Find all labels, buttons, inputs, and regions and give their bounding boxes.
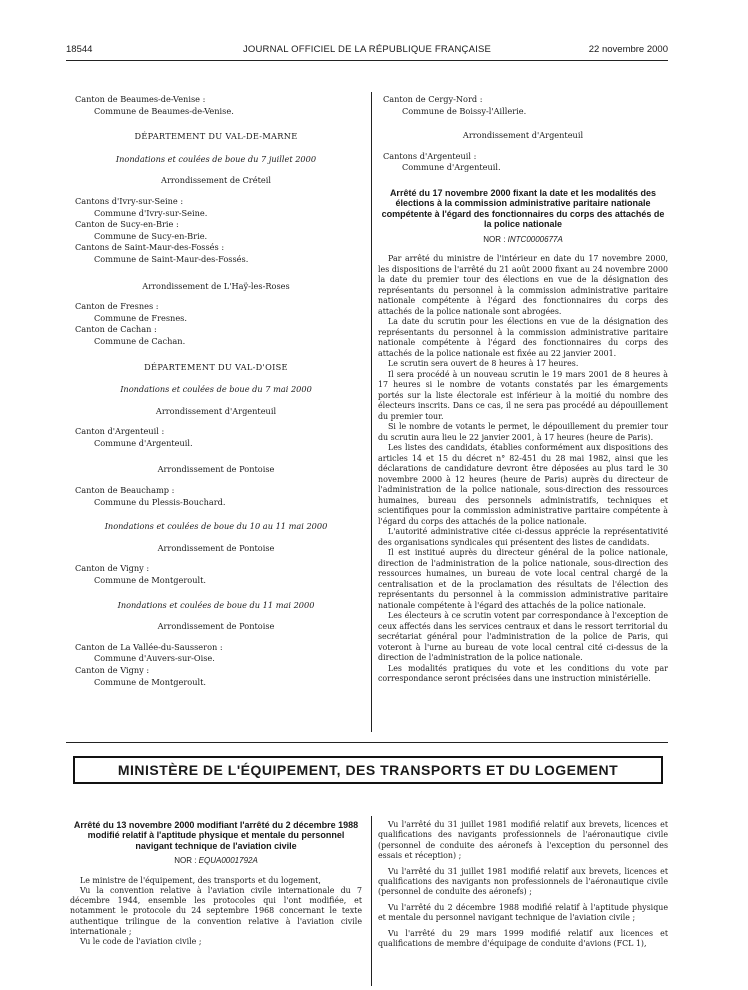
paragraph: Il est institué auprès du directeur général de la police nationale, direction de l'administration de la police nationale, sous-direction des ressources humaines, un bureau de vote local central chargé de la centralisation et de la proclamation des résultats de l'élection des représentants du personnel à la commission administrative paritaire nationale compétente à l'égard des attachés de la police nationale. [378,548,668,610]
canton-line: Cantons d'Ivry-sur-Seine : [75,195,184,206]
commune-line: Commune de Fresnes. [94,312,187,323]
arrete-title: Arrêté du 17 novembre 2000 fixant la date et les modalités des élections à la commission administrative paritaire nationale compétente à l'égard des fonctionnaires du corps des attachés de la police nationale [381,187,665,230]
commune-line: Commune de Montgeroult. [94,575,206,586]
commune-line: Commune d'Auvers-sur-Oise. [94,653,215,664]
canton-line: Canton de La Vallée-du-Sausseron : [75,641,223,652]
arrondissement-heading: Arrondissement d'Argenteuil [462,130,584,141]
arrete-body [70,876,362,947]
arrete-body [378,254,668,685]
column-divider-bottom [371,816,372,986]
canton-line: Canton de Fresnes : [75,301,159,312]
paragraph: Les listes des candidats, établies conformément aux dispositions des articles 14 et 15 du décret n° 82-451 du 28 mai 1982, ainsi que les déclarations de candidature devront être déposées au plus tard le 30 novembre 2000 à 12 heures (heure de Paris) auprès du directeur de l'administration de la police nationale, sous-direction des ressources humaines, bureau des personnels administratifs, techniques et scientifiques pour la commission administrative paritaire compétente à l'égard du corps des attachés de la police nationale. [378,443,668,526]
column-divider [371,92,372,732]
paragraph: L'autorité administrative citée ci-dessus apprécie la représentativité des organisations syndicales qui présentent des listes de candidats. [378,527,668,547]
arrondissement-heading: Arrondissement de Pontoise [157,621,275,632]
bottom-right-column [378,820,668,954]
department-heading: DÉPARTEMENT DU VAL-DE-MARNE [134,131,298,142]
commune-line: Commune de Sucy-en-Brie. [94,230,208,241]
section-rule [66,742,668,743]
nor-label: NOR : [174,856,197,866]
commune-line: Commune de Saint-Maur-des-Fossés. [94,253,249,264]
commune-line: Commune de Boissy-l'Aillerie. [402,105,527,116]
ministry-banner: MINISTÈRE DE L'ÉQUIPEMENT, DES TRANSPORTS ET DU LOGEMENT [73,756,663,784]
paragraph: Vu la convention relative à l'aviation civile internationale du 7 décembre 1944, ensemble les protocoles qui l'ont modifiée, et notamment le protocole du 24 septembre 1968 concernant le texte authentique trilingue de la convention relative à l'aviation civile internationale ; [70,886,362,936]
arrondissement-heading: Arrondissement d'Argenteuil [155,405,277,416]
nor-code: EQUA0001792A [198,856,258,866]
right-column [378,94,668,685]
canton-line: Canton de Cachan : [75,324,157,335]
arrondissement-heading: Arrondissement de L'Haÿ-les-Roses [142,280,290,291]
paragraph: Les électeurs à ce scrutin votent par correspondance à l'exception de ceux affectés dans les services centraux et dans le ressort territorial du secrétariat général pour l'administration de la police de Paris, qui voteront à l'urne au bureau de vote local central cité ci-dessus de la direction de l'administration de la police nationale. [378,611,668,663]
paragraph: Vu l'arrêté du 31 juillet 1981 modifié relatif aux brevets, licences et qualifications des navigants non professionnels de l'aéronautique civile (personnel de conduite des aéronefs) ; [378,866,668,897]
event-heading: Inondations et coulées de boue du 11 mai 2000 [117,599,315,610]
nor-reference [378,234,668,246]
paragraph: Si le nombre de votants le permet, le dépouillement du premier tour du scrutin aura lieu le 22 janvier 2001, à 17 heures (heure de Paris). [378,422,668,442]
visa-list [378,820,668,949]
paragraph: La date du scrutin pour les élections en vue de la désignation des représentants du personnel à la commission administrative paritaire nationale compétente à l'égard des fonctionnaires du corps des attachés de la police nationale est fixée au 22 janvier 2001. [378,317,668,358]
paragraph: Le scrutin sera ouvert de 8 heures à 17 heures. [388,359,579,369]
canton-line: Canton d'Argenteuil : [75,426,165,437]
paragraph: Vu l'arrêté du 29 mars 1999 modifié relatif aux licences et qualifications de membre d'équipage de conduite d'avions (FCL 1), [378,928,668,949]
commune-line: Commune d'Argenteuil. [402,162,501,173]
canton-line: Cantons de Saint-Maur-des-Fossés : [75,242,225,253]
nor-reference [70,855,362,867]
nor-code: INTC0000677A [507,234,563,244]
canton-line: Canton de Vigny : [75,665,150,675]
commune-line: Commune de Cachan. [94,335,186,346]
paragraph: Le ministre de l'équipement, des transports et du logement, [80,875,321,885]
commune-line: Commune du Plessis-Bouchard. [94,496,226,507]
arrondissement-heading: Arrondissement de Pontoise [157,542,275,553]
commune-line: Commune d'Ivry-sur-Seine. [94,207,208,218]
page-header [66,44,668,60]
nor-label: NOR : [483,234,506,244]
commune-line: Commune de Montgeroult. [94,676,206,687]
canton-line: Canton de Beaumes-de-Venise : [75,94,206,104]
arrondissement-heading: Arrondissement de Créteil [161,175,271,186]
journal-title: JOURNAL OFFICIEL DE LA RÉPUBLIQUE FRANÇAISE [242,44,492,55]
paragraph: Les modalités pratiques du vote et les conditions du vote par correspondance seront précisées dans une instruction ministérielle. [378,663,668,684]
header-rule [66,60,668,61]
commune-line: Commune de Beaumes-de-Venise. [94,105,234,116]
page-number: 18544 [66,44,93,55]
bottom-left-column [70,820,362,947]
paragraph: Vu l'arrêté du 2 décembre 1988 modifié relatif à l'aptitude physique et mentale du personnel navigant technique de l'aviation civile ; [378,902,668,923]
canton-line: Canton de Vigny : [75,563,150,574]
department-heading: DÉPARTEMENT DU VAL-D'OISE [144,361,288,372]
event-heading: Inondations et coulées de boue du 7 juillet 2000 [115,153,317,164]
paragraph: Par arrêté du ministre de l'intérieur en date du 17 novembre 2000, les dispositions de l'arrêté du 21 août 2000 fixant au 24 novembre 2000 la date du premier tour des élections en vue de la désignation des représentants du personnel à la commission administrative paritaire nationale compétente à l'égard des fonctionnaires du corps des attachés de la police nationale sont abrogées. [378,254,668,316]
event-heading: Inondations et coulées de boue du 10 au 11 mai 2000 [104,521,328,532]
arrete-title: Arrêté du 13 novembre 2000 modifiant l'arrêté du 2 décembre 1988 modifié relatif à l'aptitude physique et mentale du personnel navigant technique de l'aviation civile [73,820,359,851]
left-column [70,94,362,688]
paragraph: Il sera procédé à un nouveau scrutin le 19 mars 2001 de 8 heures à 17 heures si le nombre de votants constatés par les émargements portés sur la liste électorale est inférieur à la moitié du nombre des électeurs inscrits. Dans ce cas, il ne sera pas procédé au dépouillement du premier tour. [378,369,668,421]
commune-line: Commune d'Argenteuil. [94,437,193,448]
event-heading: Inondations et coulées de boue du 7 mai 2000 [120,384,312,395]
canton-line: Canton de Beauchamp : [75,485,175,496]
canton-line: Canton de Sucy-en-Brie : [75,219,179,230]
canton-line: Canton de Cergy-Nord : [383,94,483,104]
issue-date: 22 novembre 2000 [588,44,668,55]
paragraph: Vu l'arrêté du 31 juillet 1981 modifié relatif aux brevets, licences et qualifications des navigants professionnels de l'aéronautique civile (personnel de conduite des aéronefs à l'exception du personnel des essais et réception) ; [378,820,668,861]
paragraph: Vu le code de l'aviation civile ; [80,937,202,947]
arrondissement-heading: Arrondissement de Pontoise [157,464,275,475]
canton-line: Cantons d'Argenteuil : [383,150,477,161]
